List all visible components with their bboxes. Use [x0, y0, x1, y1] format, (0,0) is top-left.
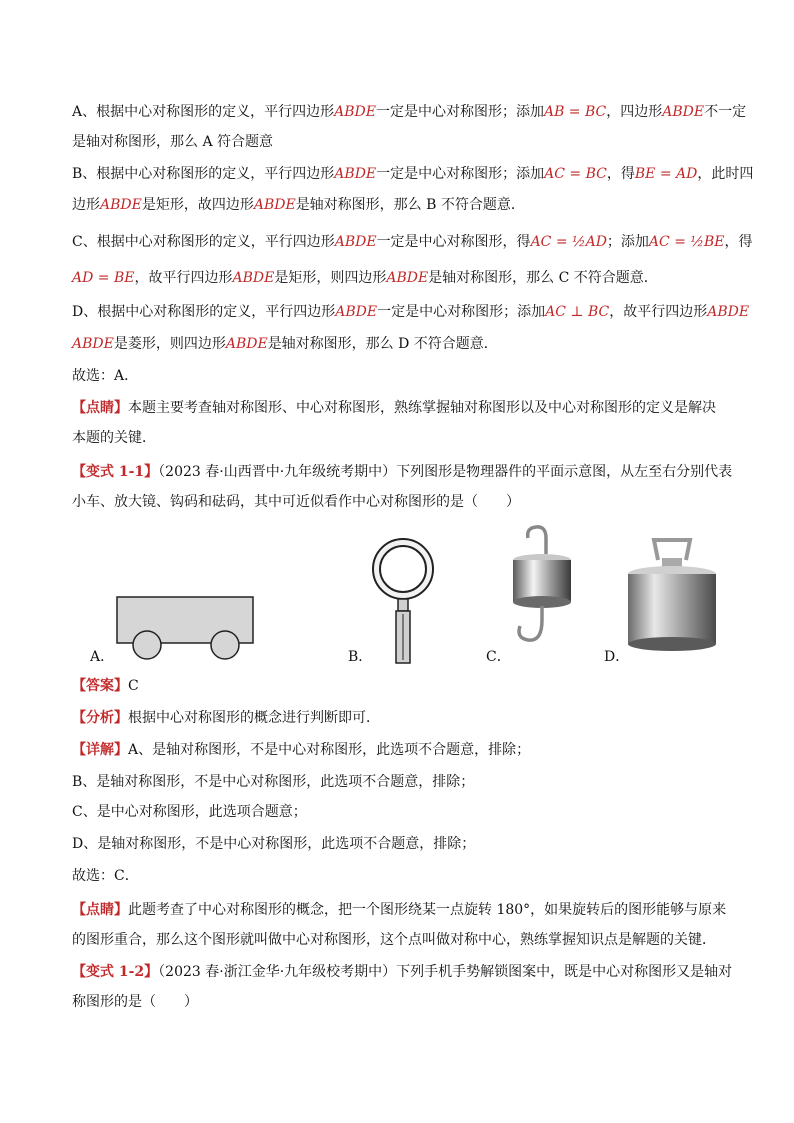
option-d-label: D． — [604, 649, 630, 665]
variant2-line2: 称图形的是（ ） — [72, 994, 198, 1010]
detail-a-line: 【详解】A、是轴对称图形，不是中心对称图形，此选项不合题意，排除； — [72, 742, 531, 758]
comment2-line1: 【点睛】此题考查了中心对称图形的概念，把一个图形绕某一点旋转 180°，如果旋转后的图形能够与原来 — [72, 902, 727, 918]
hook-weight-figure — [506, 524, 578, 652]
variant1-choose: 故选：C． — [72, 868, 139, 884]
analysis-c-line2: AD = BE，故平行四边形ABDE是矩形，则四边形ABDE是轴对称图形，那么 C 不符合题意． — [72, 270, 658, 286]
comment1-line1: 【点睛】本题主要考查轴对称图形、中心对称图形，熟练掌握轴对称图形以及中心对称图形的定义是解决 — [72, 400, 716, 416]
analysis-b-line2: 边形ABDE是矩形，故四边形ABDE是轴对称图形，那么 B 不符合题意． — [72, 197, 525, 213]
variant1-line2: 小车、放大镜、钩码和砝码，其中可近似看作中心对称图形的是（ ） — [72, 494, 520, 510]
variant1-tag: 【变式 1-1】 — [72, 464, 159, 480]
detail-b-line: B、是轴对称图形，不是中心对称图形，此选项不合题意，排除； — [72, 774, 475, 790]
comment1-line2: 本题的关键． — [72, 430, 156, 446]
analysis-c-line1: C、根据中心对称图形的定义，平行四边形ABDE一定是中心对称图形，得AC = ½AD；添加AC = ½BE，得 — [72, 234, 753, 250]
variant2-tag: 【变式 1-2】 — [72, 964, 159, 980]
weight-figure — [624, 536, 720, 658]
cart-figure — [116, 596, 256, 666]
analysis-line: 【分析】根据中心对称图形的概念进行判断即可． — [72, 710, 380, 726]
variant1-line1: 【变式 1-1】（2023 春·山西晋中·九年级统考期中）下列图形是物理器件的平面示意图，从左至右分别代表 — [72, 464, 733, 480]
analysis-d-line2: ABDE是菱形，则四边形ABDE是轴对称图形，那么 D 不符合题意． — [72, 336, 498, 352]
option-c-label: C． — [486, 649, 511, 665]
detail-c-line: C、是中心对称图形，此选项合题意； — [72, 804, 307, 820]
analysis-b-line1: B、根据中心对称图形的定义，平行四边形ABDE一定是中心对称图形；添加AC = BC，得BE = AD，此时四 — [72, 166, 754, 182]
answer-value: C — [128, 678, 139, 694]
analysis-a-line1: A、根据中心对称图形的定义，平行四边形ABDE一定是中心对称图形；添加AB = BC，四边形ABDE不一定 — [72, 104, 747, 120]
answer-line: 【答案】C — [72, 678, 139, 694]
comment1-tag: 【点睛】 — [72, 400, 128, 416]
comment2-line2: 的图形重合，那么这个图形就叫做中心对称图形，这个点叫做对称中心，熟练掌握知识点是解题的关键． — [72, 932, 716, 948]
analysis-a-line2: 是轴对称图形，那么 A 符合题意 — [72, 134, 274, 150]
magnifier-figure — [370, 538, 436, 670]
analysis-d-line1: D、根据中心对称图形的定义，平行四边形ABDE一定是中心对称图形；添加AC ⊥ BC，故平行四边形ABDE — [72, 304, 750, 320]
variant2-line1: 【变式 1-2】（2023 春·浙江金华·九年级校考期中）下列手机手势解锁图案中，既是中心对称图形又是轴对 — [72, 964, 733, 980]
analysis-choose: 故选：A． — [72, 368, 139, 384]
detail-d-line: D、是轴对称图形，不是中心对称图形，此选项不合题意，排除； — [72, 836, 476, 852]
option-b-label: B． — [348, 649, 373, 665]
option-a-label: A． — [90, 649, 115, 665]
